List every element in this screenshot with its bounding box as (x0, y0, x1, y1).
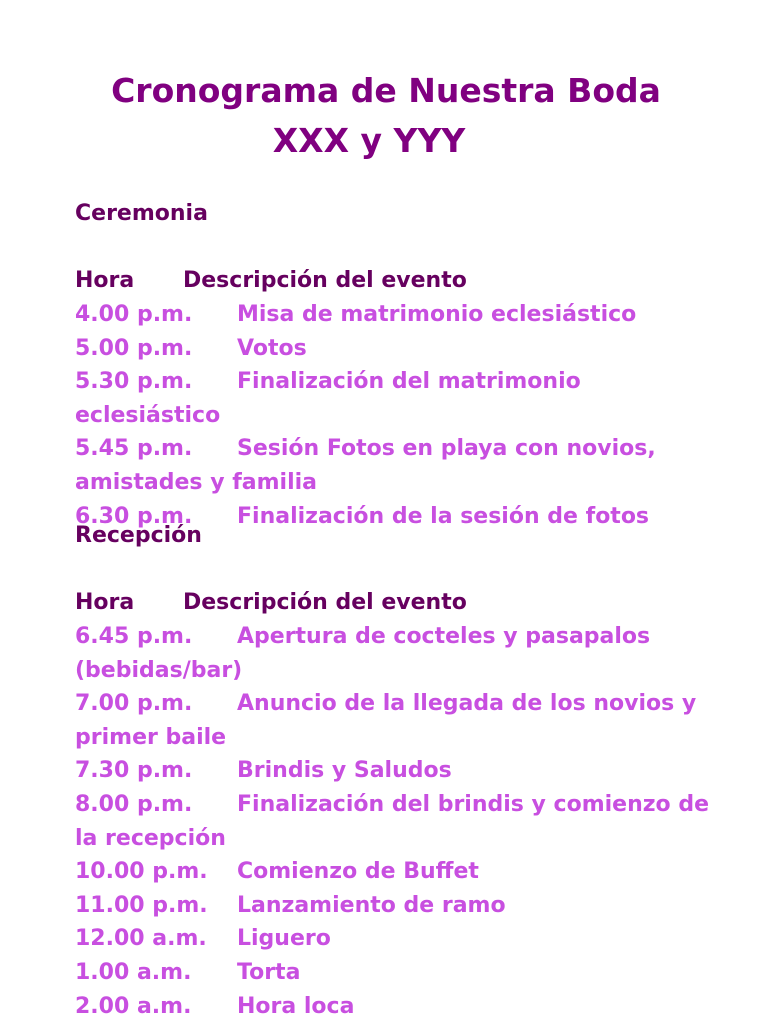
event-description: Hora loca (237, 993, 355, 1019)
event-item (75, 432, 715, 499)
event-item (75, 365, 715, 432)
couple-names: XXX y YYY (272, 121, 466, 160)
event-item (75, 788, 715, 855)
ceremonia-event-list (75, 298, 715, 533)
event-time: 12.00 a.m. (75, 926, 207, 952)
event-description: Finalización de la sesión de fotos (237, 503, 650, 529)
event-description: Sesión Fotos en playa con novios, amistades y familia (75, 436, 656, 495)
document-title: Cronograma de Nuestra Boda (111, 71, 661, 110)
event-time: 4.00 p.m. (75, 302, 193, 327)
ceremonia-heading: Ceremonia (75, 201, 208, 226)
event-time: 2.00 a.m. (75, 993, 192, 1019)
recepcion-event-list (75, 620, 715, 1023)
event-item (75, 855, 715, 889)
event-description: Comienzo de Buffet (237, 859, 479, 885)
event-description: Finalización del brindis y comienzo de la recepción (75, 791, 709, 851)
event-time: 8.00 p.m. (75, 791, 193, 817)
event-description: Votos (237, 335, 307, 361)
event-item (75, 922, 715, 956)
event-item (75, 298, 715, 332)
event-item (75, 990, 715, 1024)
event-time: 11.00 p.m. (75, 892, 208, 918)
event-time: 5.00 p.m. (75, 335, 193, 361)
event-item (75, 620, 715, 687)
event-time: 5.30 p.m. (75, 369, 193, 395)
event-description: Finalización del matrimonio eclesiástico (75, 369, 581, 428)
event-description: Misa de matrimonio eclesiástico (237, 302, 637, 327)
event-item (75, 687, 715, 754)
event-description: Lanzamiento de ramo (237, 892, 506, 918)
event-description: Anuncio de la llegada de los novios y primer baile (75, 691, 697, 750)
event-description: Torta (237, 959, 301, 985)
column-header-time: Hora (75, 590, 135, 615)
event-time: 7.30 p.m. (75, 758, 193, 784)
event-description: Apertura de cocteles y pasapalos (bebidas/bar) (75, 624, 651, 683)
event-time: 6.45 p.m. (75, 624, 193, 649)
column-header-time: Hora (75, 268, 135, 293)
event-time: 10.00 p.m. (75, 859, 208, 885)
column-header-description: Descripción del evento (183, 590, 467, 615)
event-time: 7.00 p.m. (75, 691, 193, 717)
event-item (75, 754, 715, 788)
column-header-description: Descripción del evento (183, 268, 467, 293)
recepcion-heading: Recepción (75, 523, 202, 548)
event-description: Brindis y Saludos (237, 758, 452, 784)
event-description: Liguero (237, 926, 331, 952)
event-time: 6.30 p.m. (75, 503, 193, 529)
event-time: 5.45 p.m. (75, 436, 193, 462)
event-item (75, 332, 715, 366)
event-item (75, 889, 715, 923)
event-time: 1.00 a.m. (75, 959, 192, 985)
event-item (75, 956, 715, 990)
